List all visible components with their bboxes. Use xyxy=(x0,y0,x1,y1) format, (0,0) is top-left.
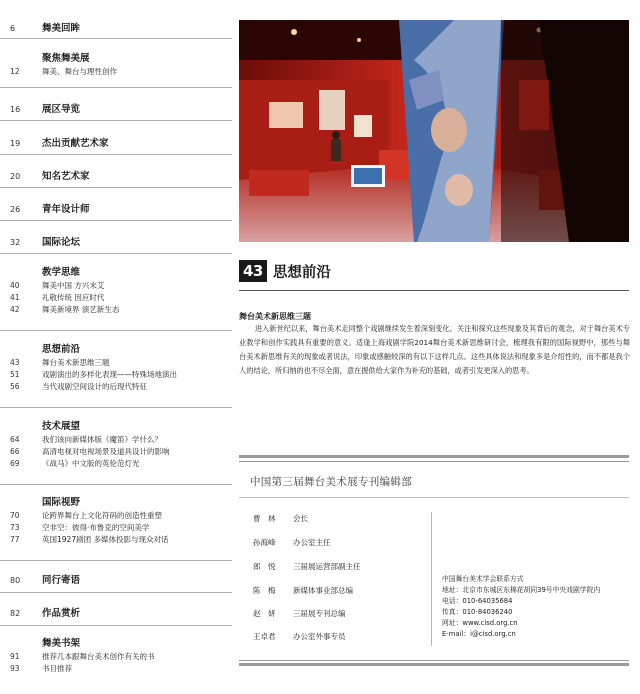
toc-article-title: 书目推荐 xyxy=(42,664,72,673)
photo-illustration xyxy=(239,20,629,242)
contact-email[interactable]: E-mail：i@cisd.org.cn xyxy=(442,630,516,638)
toc-article-title: 《战马》中文版的英伦范灯光 xyxy=(42,459,140,468)
section-page-number: 43 xyxy=(239,260,267,282)
toc-page-number: 51 xyxy=(10,370,20,379)
toc-entry[interactable] xyxy=(0,201,232,214)
staff-row xyxy=(253,584,353,596)
toc-section[interactable] xyxy=(0,52,232,78)
editorial-title-divider xyxy=(239,497,629,498)
toc-article-title: 论跨界舞台上文化符码的创造性重塑 xyxy=(42,511,162,520)
contact-fax: 传真：010-84036240 xyxy=(442,608,513,616)
section-title: 思想前沿 xyxy=(272,264,331,281)
toc-page-number: 80 xyxy=(10,576,21,585)
toc-page-number: 69 xyxy=(10,459,20,468)
toc-article-title: 推荐几本跟舞台美术创作有关的书 xyxy=(42,652,155,661)
toc-page-number: 26 xyxy=(10,205,21,214)
toc-section-heading: 技术展望 xyxy=(42,421,81,432)
toc-section[interactable] xyxy=(0,266,232,316)
toc-entry-title: 杰出贡献艺术家 xyxy=(42,138,109,149)
toc-divider xyxy=(0,560,232,561)
toc-divider xyxy=(0,592,232,593)
toc-entry[interactable] xyxy=(0,101,232,114)
contact-info xyxy=(442,574,600,640)
staff-role: 办公室外事专员 xyxy=(293,631,346,641)
staff-role: 办公室主任 xyxy=(293,537,331,547)
toc-entry-title: 知名艺术家 xyxy=(42,171,90,182)
toc-page-number: 82 xyxy=(10,609,21,618)
section-divider xyxy=(239,290,629,291)
toc-section-heading: 思想前沿 xyxy=(42,344,81,355)
toc-entry-title: 舞美回眸 xyxy=(42,23,81,34)
toc-section[interactable] xyxy=(0,420,232,470)
toc-section[interactable] xyxy=(0,496,232,546)
toc-entry-title: 国际论坛 xyxy=(42,237,81,248)
toc-entry[interactable] xyxy=(0,234,232,247)
staff-row xyxy=(253,560,361,572)
toc-divider xyxy=(0,625,232,626)
toc-page-number: 32 xyxy=(10,238,21,247)
toc-page-number: 43 xyxy=(10,358,20,367)
toc-divider xyxy=(0,484,232,485)
toc-divider xyxy=(0,220,232,221)
editorial-column-divider xyxy=(431,512,432,646)
toc-article-title: 空非空：彼得·布鲁克的空间美学 xyxy=(42,523,150,532)
toc-page-number: 73 xyxy=(10,523,20,532)
toc-article-title: 英国1927剧团 多媒体投影与现众对话 xyxy=(42,535,169,544)
toc-divider xyxy=(0,330,232,331)
toc-article-title: 高清电视对电视场景及道具设计的影响 xyxy=(42,447,170,456)
editorial-top-rule-thin xyxy=(239,461,629,462)
toc-article-title: 舞美、舞台与理性创作 xyxy=(42,67,117,76)
stage-installation-photo xyxy=(239,20,629,242)
editorial-title: 中国第三届舞台美术展专刊编辑部 xyxy=(250,476,412,488)
section-header xyxy=(239,260,331,282)
toc-section-heading: 教学思维 xyxy=(42,267,81,278)
toc-divider xyxy=(0,253,232,254)
toc-page-number: 56 xyxy=(10,382,20,391)
toc-page-number: 41 xyxy=(10,293,20,302)
contact-website[interactable]: 网址：www.cisd.org.cn xyxy=(442,619,518,627)
staff-row xyxy=(253,536,331,548)
article-title[interactable]: 舞台美术新思维三题 xyxy=(239,312,311,321)
staff-row xyxy=(253,607,346,619)
toc-entry[interactable] xyxy=(0,168,232,181)
toc-page-number: 77 xyxy=(10,535,20,544)
toc-article-title: 舞美中国 方兴未艾 xyxy=(42,281,105,290)
contact-phone: 电话：010-64035684 xyxy=(442,597,513,605)
toc-divider xyxy=(0,154,232,155)
editorial-bottom-rule-thin xyxy=(239,660,629,661)
table-of-contents xyxy=(0,0,232,694)
contact-address: 地址：北京市东城区东棉花胡同39号中央戏剧学院内 xyxy=(442,586,601,594)
toc-divider xyxy=(0,120,232,121)
toc-section-heading: 舞美书架 xyxy=(42,638,81,649)
contact-heading: 中国舞台美术学会联系方式 xyxy=(442,575,524,583)
staff-role: 三届展专刊总编 xyxy=(293,608,346,618)
toc-entry[interactable] xyxy=(0,20,232,33)
toc-section-heading: 国际视野 xyxy=(42,497,81,508)
toc-article-title: 我们该向新媒体版《魔笛》学什么？ xyxy=(42,435,162,444)
staff-row xyxy=(253,630,346,642)
toc-page-number: 91 xyxy=(10,652,20,661)
staff-row xyxy=(253,512,308,524)
toc-page-number: 64 xyxy=(10,435,20,444)
toc-divider xyxy=(0,38,232,39)
toc-article-title: 舞台美术新思维三题 xyxy=(42,358,110,367)
editorial-top-rule xyxy=(239,455,629,458)
toc-entry-title: 作品赏析 xyxy=(42,608,81,619)
toc-page-number: 93 xyxy=(10,664,20,673)
staff-name: 陈 梅 xyxy=(253,585,276,595)
staff-role: 新媒体事业部总编 xyxy=(293,585,353,595)
toc-page-number: 6 xyxy=(10,24,16,33)
toc-page-number: 19 xyxy=(10,139,21,148)
toc-divider xyxy=(0,407,232,408)
toc-entry-title: 同行寄语 xyxy=(42,575,81,586)
staff-role: 会长 xyxy=(293,513,308,523)
toc-page-number: 16 xyxy=(10,105,21,114)
staff-name: 王卓君 xyxy=(253,631,276,641)
toc-article-title: 舞美新境界 演艺新生态 xyxy=(42,305,120,314)
toc-entry-title: 展区导览 xyxy=(42,104,81,115)
staff-name: 郎 悦 xyxy=(253,561,276,571)
toc-divider xyxy=(0,187,232,188)
toc-section[interactable] xyxy=(0,637,232,675)
staff-name: 孙海峰 xyxy=(253,537,276,547)
toc-section-heading: 聚焦舞美展 xyxy=(42,53,90,64)
toc-page-number: 12 xyxy=(10,67,20,76)
toc-page-number: 20 xyxy=(10,172,21,181)
staff-name: 赵 妍 xyxy=(253,608,276,618)
staff-name: 曹 林 xyxy=(253,513,276,523)
toc-divider xyxy=(0,87,232,88)
editorial-bottom-rule xyxy=(239,663,629,666)
toc-page-number: 40 xyxy=(10,281,20,290)
toc-entry[interactable] xyxy=(0,605,232,618)
toc-article-title: 戏剧演出的多样化表现——特殊场地演出 xyxy=(42,370,177,379)
toc-article-title: 当代戏剧空间设计的后现代特征 xyxy=(42,382,147,391)
toc-section[interactable] xyxy=(0,343,232,393)
staff-role: 三届展运营部副主任 xyxy=(293,561,361,571)
toc-entry[interactable] xyxy=(0,572,232,585)
toc-page-number: 66 xyxy=(10,447,20,456)
article-excerpt: 进入新世纪以来，舞台美术走同整个戏剧继续发生着深刻变化。关注和探究这些现象及其背后的观念，对于舞台美术专业教学和创作实践具有重要的意义。适逢上海戏剧学院2014舞台美术新思维研讨会，梳理我有限的国际视野中，那些与舞台美术新思维有关的现象或者说法，印象或感触较深的有以下这样几点。这些具体说法和现象多是介绍性的，而不都是我个人的结论，所归纳的也不尽全面，意在握供给大家作为补充的基础，或者引发更深入的思考。 xyxy=(239,324,630,375)
toc-page-number: 42 xyxy=(10,305,20,314)
toc-entry[interactable] xyxy=(0,135,232,148)
toc-page-number: 70 xyxy=(10,511,20,520)
toc-entry-title: 青年设计师 xyxy=(42,204,90,215)
toc-article-title: 礼敬传统 因应时代 xyxy=(42,293,105,302)
